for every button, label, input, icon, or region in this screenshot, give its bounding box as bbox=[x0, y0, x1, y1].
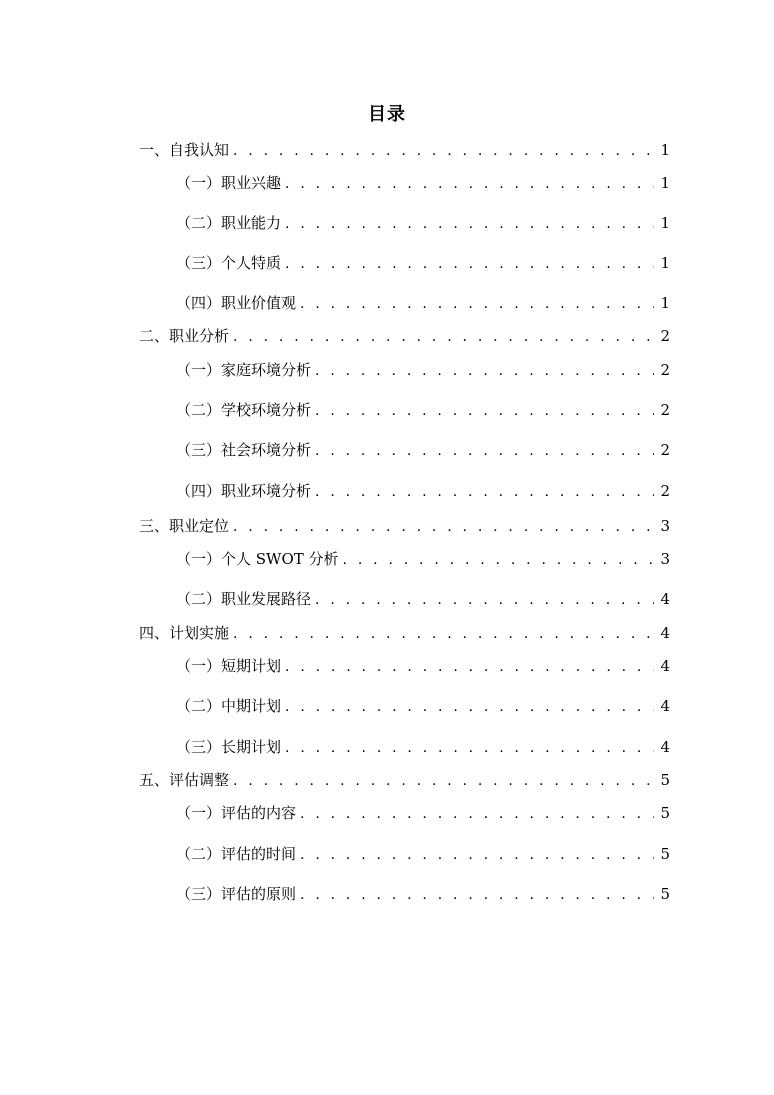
toc-entry-label: （三）长期计划 bbox=[176, 738, 282, 756]
toc-dot-leader bbox=[233, 517, 654, 537]
toc-dot-leader bbox=[300, 885, 654, 905]
toc-entry[interactable] bbox=[176, 736, 670, 758]
toc-entry-page-number: 1 bbox=[660, 174, 670, 192]
toc-entry[interactable] bbox=[176, 292, 670, 314]
toc-entry-label: 四、计划实施 bbox=[139, 624, 230, 642]
toc-entry-label: （一）评估的内容 bbox=[176, 804, 297, 822]
toc-entry-page-number: 1 bbox=[660, 214, 670, 232]
toc-entry-label: （一）短期计划 bbox=[176, 657, 282, 675]
toc-entry[interactable] bbox=[176, 252, 670, 274]
toc-dot-leader bbox=[285, 738, 654, 758]
toc-entry[interactable] bbox=[176, 172, 670, 194]
toc-entry[interactable] bbox=[176, 655, 670, 677]
toc-entry[interactable] bbox=[139, 769, 670, 791]
toc-entry-label: （二）中期计划 bbox=[176, 697, 282, 715]
toc-dot-leader bbox=[300, 294, 654, 314]
toc-entry-page-number: 5 bbox=[660, 804, 670, 822]
toc-dot-leader bbox=[233, 141, 654, 161]
toc-dot-leader bbox=[315, 361, 654, 381]
toc-entry[interactable] bbox=[176, 359, 670, 381]
toc-dot-leader bbox=[343, 550, 655, 570]
toc-entry-label: （二）评估的时间 bbox=[176, 845, 297, 863]
toc-entry-page-number: 3 bbox=[660, 517, 670, 535]
toc-entry[interactable] bbox=[139, 325, 670, 347]
toc-dot-leader bbox=[285, 254, 654, 274]
toc-entry[interactable] bbox=[176, 802, 670, 824]
toc-entry-page-number: 4 bbox=[660, 590, 670, 608]
toc-dot-leader bbox=[233, 624, 654, 644]
toc-dot-leader bbox=[285, 174, 654, 194]
toc-entry-label: 五、评估调整 bbox=[139, 771, 230, 789]
toc-entry[interactable] bbox=[176, 548, 670, 570]
toc-dot-leader bbox=[315, 590, 654, 610]
toc-entry[interactable] bbox=[176, 843, 670, 865]
toc-entry-page-number: 4 bbox=[660, 738, 670, 756]
toc-entry[interactable] bbox=[139, 622, 670, 644]
toc-entry-page-number: 2 bbox=[660, 482, 670, 500]
toc-entry[interactable] bbox=[176, 588, 670, 610]
toc-dot-leader bbox=[315, 441, 654, 461]
toc-dot-leader bbox=[315, 482, 654, 502]
toc-entry-page-number: 2 bbox=[660, 361, 670, 379]
toc-entry-label: 一、自我认知 bbox=[139, 141, 230, 159]
toc-dot-leader bbox=[315, 401, 654, 421]
toc-entry-label: （三）评估的原则 bbox=[176, 885, 297, 903]
toc-entry-label: （一）家庭环境分析 bbox=[176, 361, 312, 379]
toc-entry-page-number: 5 bbox=[660, 845, 670, 863]
toc-entry-page-number: 4 bbox=[660, 624, 670, 642]
toc-entry-page-number: 1 bbox=[660, 141, 670, 159]
toc-entry-label: 三、职业定位 bbox=[139, 517, 230, 535]
toc-entry-label: （三）个人特质 bbox=[176, 254, 282, 272]
toc-dot-leader bbox=[285, 697, 654, 717]
toc-entry-page-number: 5 bbox=[660, 771, 670, 789]
toc-entry-label: （四）职业价值观 bbox=[176, 294, 297, 312]
toc-entry[interactable] bbox=[176, 480, 670, 502]
toc-entry-page-number: 4 bbox=[660, 657, 670, 675]
toc-entry[interactable] bbox=[176, 439, 670, 461]
toc-title: 目录 bbox=[368, 104, 406, 125]
toc-entry[interactable] bbox=[139, 139, 670, 161]
toc-entry-label: （一）个人 SWOT 分析 bbox=[176, 550, 339, 568]
toc-dot-leader bbox=[285, 657, 654, 677]
toc-entry[interactable] bbox=[176, 883, 670, 905]
toc-dot-leader bbox=[300, 804, 654, 824]
toc-entry-page-number: 2 bbox=[660, 401, 670, 419]
toc-entry-label: （三）社会环境分析 bbox=[176, 441, 312, 459]
toc-dot-leader bbox=[285, 214, 654, 234]
toc-entry-page-number: 1 bbox=[660, 294, 670, 312]
toc-entry-label: （二）学校环境分析 bbox=[176, 401, 312, 419]
toc-entry[interactable] bbox=[139, 515, 670, 537]
toc-entry[interactable] bbox=[176, 212, 670, 234]
toc-entry-label: （一）职业兴趣 bbox=[176, 174, 282, 192]
toc-entry-page-number: 3 bbox=[660, 550, 670, 568]
toc-entry-page-number: 2 bbox=[660, 327, 670, 345]
toc-entry-page-number: 2 bbox=[660, 441, 670, 459]
toc-dot-leader bbox=[300, 845, 654, 865]
toc-entry[interactable] bbox=[176, 695, 670, 717]
toc-entry-label: 二、职业分析 bbox=[139, 327, 230, 345]
toc-entry-page-number: 5 bbox=[660, 885, 670, 903]
toc-entry-page-number: 4 bbox=[660, 697, 670, 715]
toc-entry-label: （四）职业环境分析 bbox=[176, 482, 312, 500]
toc-entry-label: （二）职业能力 bbox=[176, 214, 282, 232]
toc-entry-label: （二）职业发展路径 bbox=[176, 590, 312, 608]
toc-dot-leader bbox=[233, 327, 654, 347]
toc-entry-page-number: 1 bbox=[660, 254, 670, 272]
toc-dot-leader bbox=[233, 771, 654, 791]
toc-entry[interactable] bbox=[176, 399, 670, 421]
